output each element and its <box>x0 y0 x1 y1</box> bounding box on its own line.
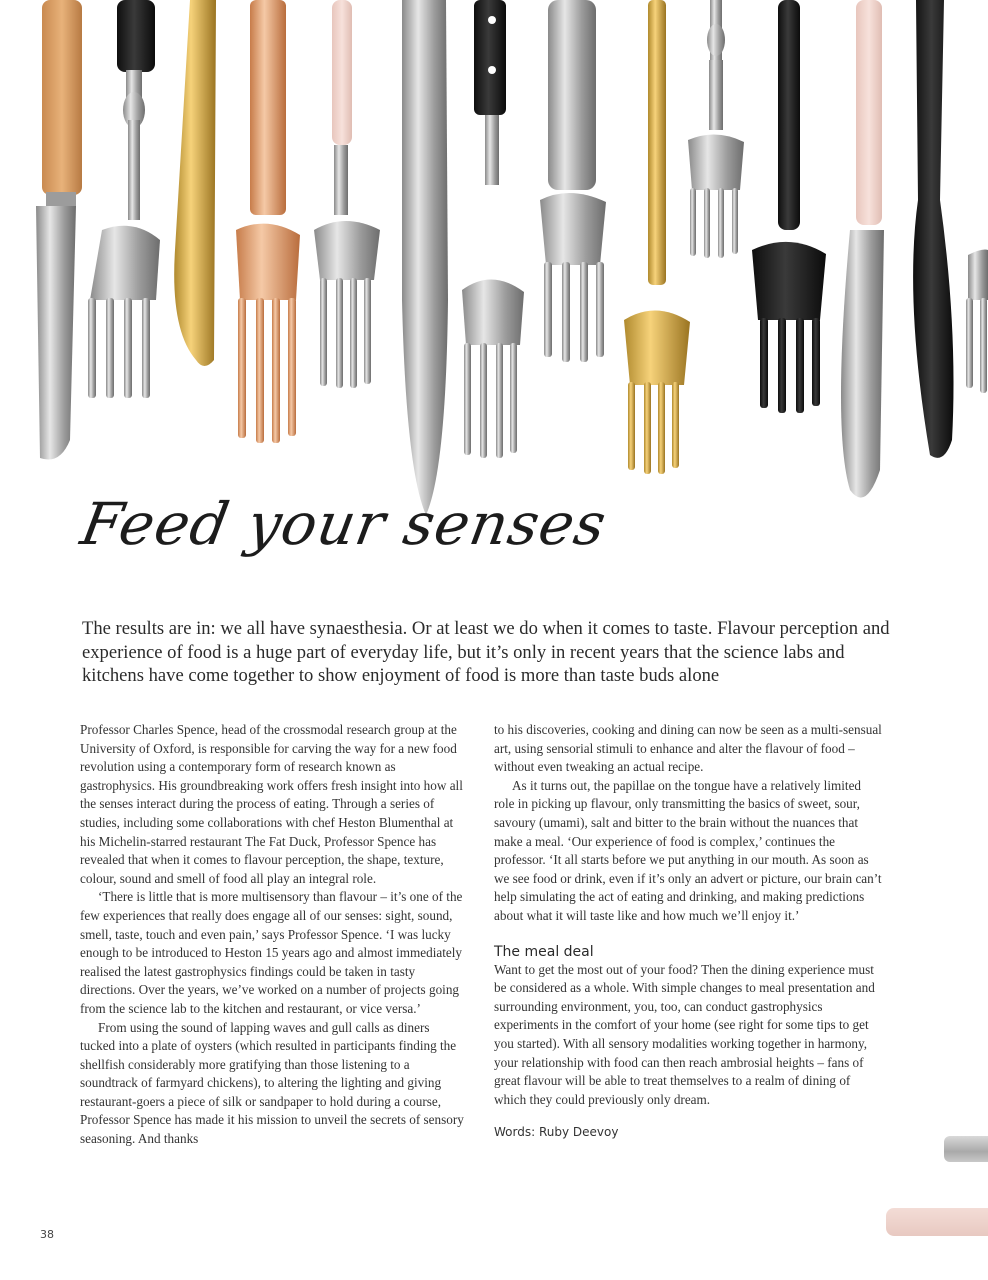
ornate-fork <box>688 0 744 258</box>
byline-author: Ruby Deevoy <box>538 1125 619 1140</box>
body-paragraph: Professor Charles Spence, head of the crossmodal research group at the University of Oxford, is responsible for carving the way for a new food revolution using a contemporary form of research known as gastrophysics. His groundbreaking work offers fresh insight into how all the senses interact during the process of eating. Through a series of studies, including some collaborations with chef Heston Blumenthal at his Michelin-starred restaurant The Fat Duck, Professor Spence has revealed that when it comes to flavour perception, the shape, texture, colour, sound and smell of food all play an integral role. <box>80 722 463 886</box>
silver-fork <box>540 0 606 362</box>
black-fork-3 <box>752 0 826 413</box>
gold-knife <box>174 0 216 366</box>
pink-knife <box>841 0 884 498</box>
body-column-right <box>494 721 884 1142</box>
steel-handle-decoration <box>944 1136 988 1162</box>
gold-fork <box>624 0 690 474</box>
body-paragraph: ‘There is little that is more multisensory than flavour – it’s one of the few experiences that really does engage all of our senses: sight, sound, smell, taste, touch and even pain,’ says Professor Spence. ‘I was lucky enough to be introduced to Heston 15 years ago and almost immediately realised the latest gastrophysics findings could be taken in tasty directions. Over the years, we’ve worked on a number of projects going from the science lab to the kitchen and restaurant, or vice versa.’ <box>80 889 463 1016</box>
page-number: 38 <box>40 1228 54 1241</box>
subheading: The meal deal <box>494 943 594 960</box>
black-fork-1 <box>88 0 160 398</box>
body-column-left <box>80 721 466 1149</box>
copper-fork <box>236 0 300 443</box>
black-fork-2 <box>462 0 524 458</box>
body-paragraph: As it turns out, the papillae on the tongue have a relatively limited role in picking up flavour, only transmitting the basics of sweet, sour, savoury (umami), salt and bitter to the brain without the nuances that make a meal. ‘Our experience of food is complex,’ continues the professor. ‘It all starts before we put anything in our mouth. As soon as we see food or drink, even if it’s only an advert or picture, our brain can’t help simulating the act of eating and drinking, and making predictions about what it will taste like and how much we’ll enjoy it.’ <box>494 777 882 923</box>
standfirst: The results are in: we all have synaesthesia. Or at least we do when it comes to taste. Flavour perception and experience of food is a huge part of everyday life, but it’s only in recent years that the science labs and kitchens have come together to show enjoyment of food is more than taste buds alone <box>82 618 890 686</box>
body-paragraph: Want to get the most out of your food? Then the dining experience must be considered as a whole. With simple changes to meal presentation and surrounding environment, you, too, can conduct gastrophysics experiments in the comfort of your home (see right for some tips to get you started). With all sensory modalities working together in harmony, your relationship with food can then reach ambrosial heights – fans of great flavour will be able to treat themselves to a realm of dining of which they could previously only dream. <box>494 961 875 1107</box>
silver-knife <box>402 0 448 515</box>
edge-fork <box>966 250 988 393</box>
pink-handle-decoration <box>886 1208 988 1236</box>
pink-fork <box>314 0 380 388</box>
wood-knife <box>36 0 82 460</box>
byline-label: Words: <box>494 1125 536 1140</box>
body-paragraph: to his discoveries, cooking and dining can now be seen as a multi-sensual art, using sensorial stimuli to enhance and alter the flavour of food – without even tweaking an actual recipe. <box>494 722 882 775</box>
cutlery-photo <box>0 0 988 520</box>
black-knife <box>913 0 953 458</box>
byline <box>494 1123 884 1142</box>
body-paragraph: From using the sound of lapping waves and gull calls as diners tucked into a plate of oysters (which resulted in participants finding the shellfish considerably more gratifying than those listening to a soundtrack of farmyard chickens), to altering the lighting and giving restaurant-goers a piece of silk or sandpaper to hold during a course, Professor Spence has made it his mission to unveil the secrets of sensory seasoning. And thanks <box>80 1019 464 1147</box>
article-title: Feed your senses <box>76 490 612 558</box>
